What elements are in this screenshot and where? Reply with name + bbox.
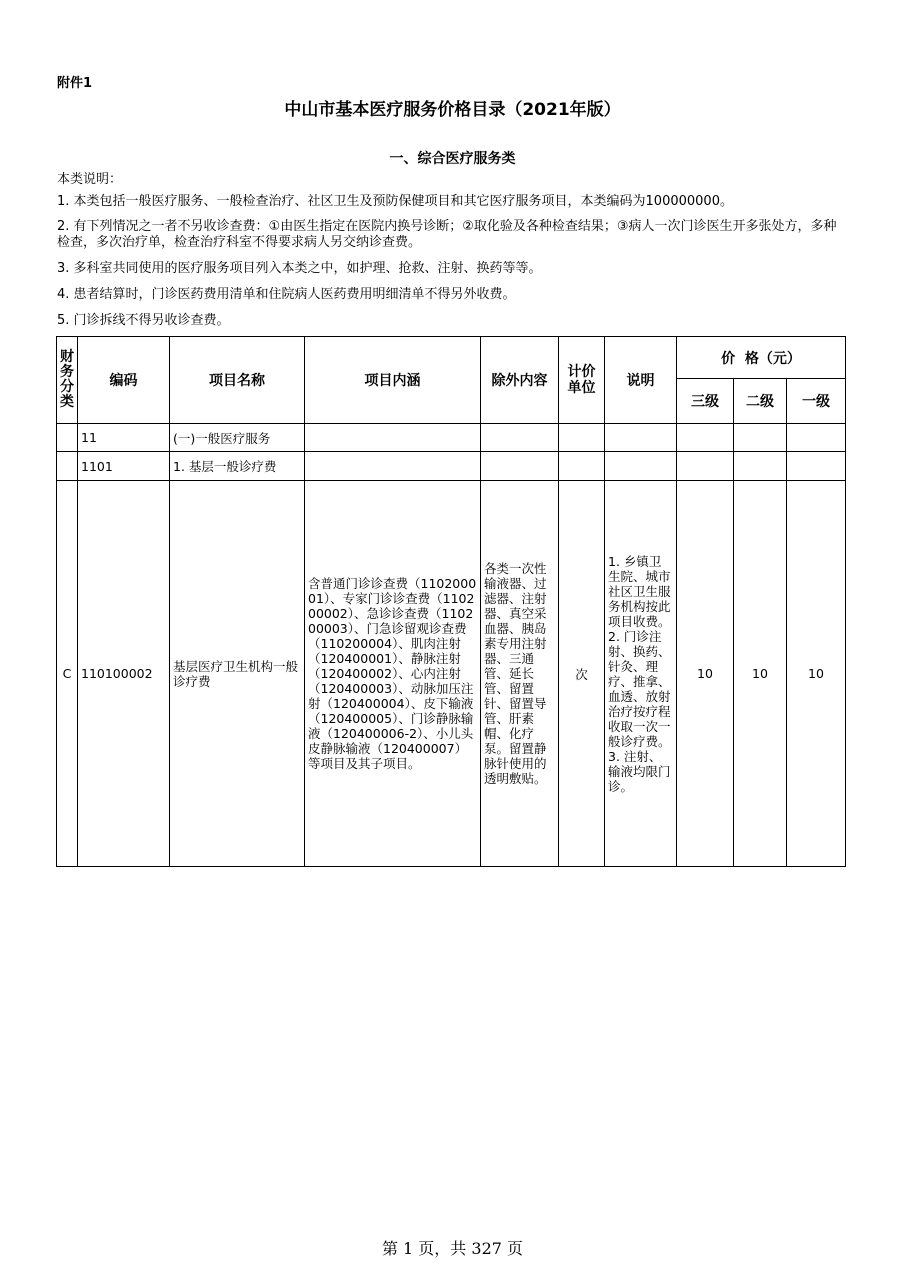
row3-exclusions: 各类一次性输液器、过滤器、注射器、真空采血器、胰岛素专用注射器、三通管、延长管、留置针、留置导管、肝素帽、化疗泵。留置静脉针使用的透明敷贴。	[481, 481, 559, 867]
row1-category	[57, 424, 78, 452]
row3-content: 含普通门诊诊查费（110200001）、专家门诊诊查费（110200002）、急诊诊查费（110200003）、门急诊留观诊查费（110200004）、肌肉注射（120400001）、静脉注射（120400002）、心内注射（120400003）、动脉加压注射（120400004）、皮下输液（120400005）、门诊静脉输液（120400006-2）、小儿头皮静脉输液（120400007）等项目及其子项目。	[305, 481, 481, 867]
row2-level3	[677, 452, 734, 481]
row1-code: 11	[78, 424, 170, 452]
row3-level1: 10	[787, 481, 846, 867]
row3-level3: 10	[677, 481, 734, 867]
page-number: 第 1 页，共 327 页	[381, 1239, 524, 1258]
header-level2: 二级	[734, 379, 787, 424]
row3-category: C	[57, 481, 78, 867]
row1-content	[305, 424, 481, 452]
row3-name: 基层医疗卫生机构一般诊疗费	[170, 481, 305, 867]
note-item-3: 3. 多科室共同使用的医疗服务项目列入本类之中，如护理、抢救、注射、换药等等。	[57, 261, 542, 276]
row3-unit: 次	[559, 481, 605, 867]
header-price: 价 格（元）	[677, 337, 846, 379]
note-item-2: 2. 有下列情况之一者不另收诊查费：①由医生指定在医院内换号诊断；②取化验及各种检查结果；③病人一次门诊医生开多张处方，多种检查，多次治疗单，检查治疗科室不得要求病人另交纳诊查费。	[57, 219, 837, 250]
attachment-label: 附件1	[57, 76, 93, 91]
note-item-4: 4. 患者结算时，门诊医药费用清单和住院病人医药费用明细清单不得另外收费。	[57, 287, 516, 302]
price-table	[56, 336, 846, 867]
header-content: 项目内涵	[305, 337, 481, 424]
header-level3: 三级	[677, 379, 734, 424]
header-code: 编码	[78, 337, 170, 424]
category-notes	[57, 172, 847, 329]
note-item-5: 5. 门诊拆线不得另收诊查费。	[57, 313, 230, 328]
row2-unit	[559, 452, 605, 481]
header-remarks: 说明	[605, 337, 677, 424]
document-title: 中山市基本医疗服务价格目录（2021年版）	[284, 100, 621, 120]
row2-exclusions	[481, 452, 559, 481]
row1-level2	[734, 424, 787, 452]
row2-level2	[734, 452, 787, 481]
row1-level1	[787, 424, 846, 452]
row2-remarks	[605, 452, 677, 481]
header-unit: 计价单位	[559, 337, 605, 424]
notes-heading: 本类说明：	[57, 172, 123, 187]
row1-unit	[559, 424, 605, 452]
header-category: 财务分类	[57, 337, 78, 424]
row1-exclusions	[481, 424, 559, 452]
row1-level3	[677, 424, 734, 452]
row1-name: (一)一般医疗服务	[170, 424, 305, 452]
table-row	[57, 452, 846, 481]
row2-level1	[787, 452, 846, 481]
row2-name: 1. 基层一般诊疗费	[170, 452, 305, 481]
row1-remarks	[605, 424, 677, 452]
row2-category	[57, 452, 78, 481]
header-name: 项目名称	[170, 337, 305, 424]
header-exclusions: 除外内容	[481, 337, 559, 424]
row2-content	[305, 452, 481, 481]
table-row	[57, 424, 846, 452]
row3-remarks: 1. 乡镇卫生院、城市社区卫生服务机构按此项目收费。2. 门诊注射、换药、针灸、理疗、推拿、血透、放射治疗按疗程收取一次一般诊疗费。3. 注射、输液均限门诊。	[605, 481, 677, 867]
table-row	[57, 481, 846, 867]
row3-code: 110100002	[78, 481, 170, 867]
section-title: 一、综合医疗服务类	[389, 151, 516, 167]
row3-level2: 10	[734, 481, 787, 867]
note-item-1: 1. 本类包括一般医疗服务、一般检查治疗、社区卫生及预防保健项目和其它医疗服务项目，本类编码为100000000。	[57, 194, 733, 209]
header-level1: 一级	[787, 379, 846, 424]
row2-code: 1101	[78, 452, 170, 481]
